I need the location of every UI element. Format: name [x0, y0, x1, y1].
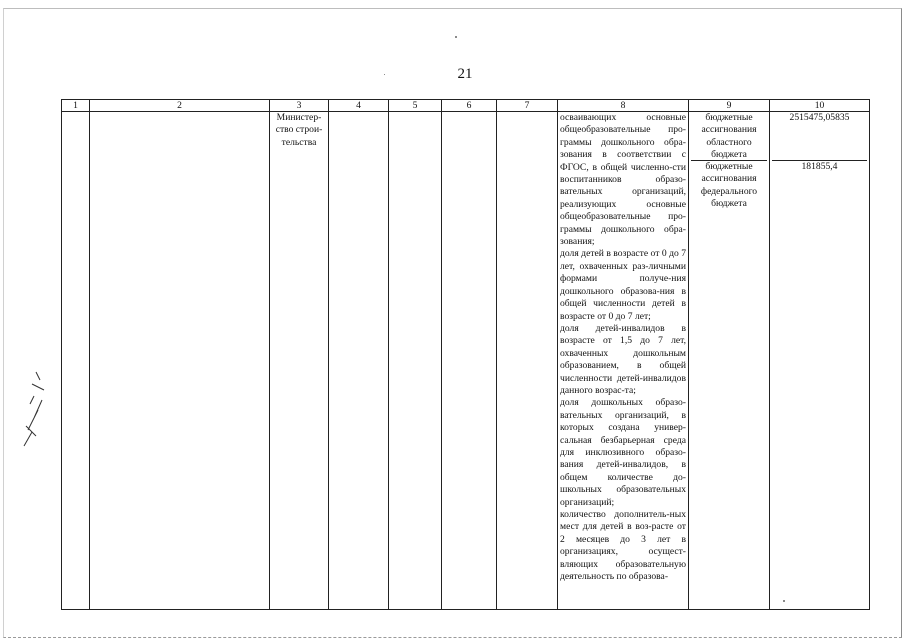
column-number: 4	[329, 100, 389, 112]
cell-indicators	[558, 112, 689, 610]
cell-responsible-body: Министер-ство строи-тельства	[270, 112, 329, 610]
column-number: 8	[558, 100, 689, 112]
cell-col6	[442, 112, 497, 610]
cell-col7	[497, 112, 558, 610]
cell-amount	[770, 112, 870, 610]
cell-col2	[90, 112, 270, 610]
funding-source-federal: бюджетные ассигнования федерального бюджета	[700, 161, 758, 210]
column-number: 5	[389, 100, 442, 112]
scan-speck	[384, 74, 385, 75]
data-table	[61, 99, 870, 610]
scan-speck	[455, 36, 457, 38]
table-row	[62, 112, 870, 610]
indicator-text: доля детей-инвалидов в возрасте от 1,5 до 7 лет, охваченных дошкольным образованием, в общей численности детей-инвалидов данного возрас-та;	[560, 322, 686, 396]
column-number-row	[62, 100, 870, 112]
indicator-text: доля дошкольных образо-вательных организаций, в которых создана универ-сальная безбарьерная среда для инклюзивного образо-вания детей-инвалидов, в общем количестве до-школьных образовательных организаций;	[560, 397, 686, 508]
cell-funding-source	[689, 112, 770, 610]
column-number: 2	[90, 100, 270, 112]
margin-pen-marks	[14, 370, 54, 450]
indicator-text: количество дополнитель-ных мест для детей в воз-расте от 2 месяцев до 3 лет в организациях, осущест-вляющих образовательную деятельность по образова-	[560, 509, 686, 583]
column-number: 7	[497, 100, 558, 112]
cell-col5	[389, 112, 442, 610]
column-number: 10	[770, 100, 870, 112]
indicator-text: осваивающих основные общеобразовательные про-граммы дошкольного обра-зования в соответствии с ФГОС, в общей численно-сти воспитанников образо-вательных организаций, реализующих основные общеобразовательные про-граммы дошкольного обра-зования;	[560, 112, 686, 248]
cell-col4	[329, 112, 389, 610]
column-number: 6	[442, 100, 497, 112]
indicator-text: доля детей в возрасте от 0 до 7 лет, охваченных раз-личными формами получе-ния дошкольного образова-ния в общей численности детей в возрасте от 0 до 7 лет;	[560, 248, 686, 322]
column-number: 9	[689, 100, 770, 112]
column-number: 1	[62, 100, 90, 112]
cell-col1	[62, 112, 90, 610]
amount-federal: 181855,4	[801, 161, 838, 172]
column-number: 3	[270, 100, 329, 112]
page-number: 21	[457, 66, 473, 82]
amount-regional: 2515475,05835	[772, 112, 867, 161]
funding-source-regional: бюджетные ассигнования областного бюджета	[691, 112, 767, 161]
